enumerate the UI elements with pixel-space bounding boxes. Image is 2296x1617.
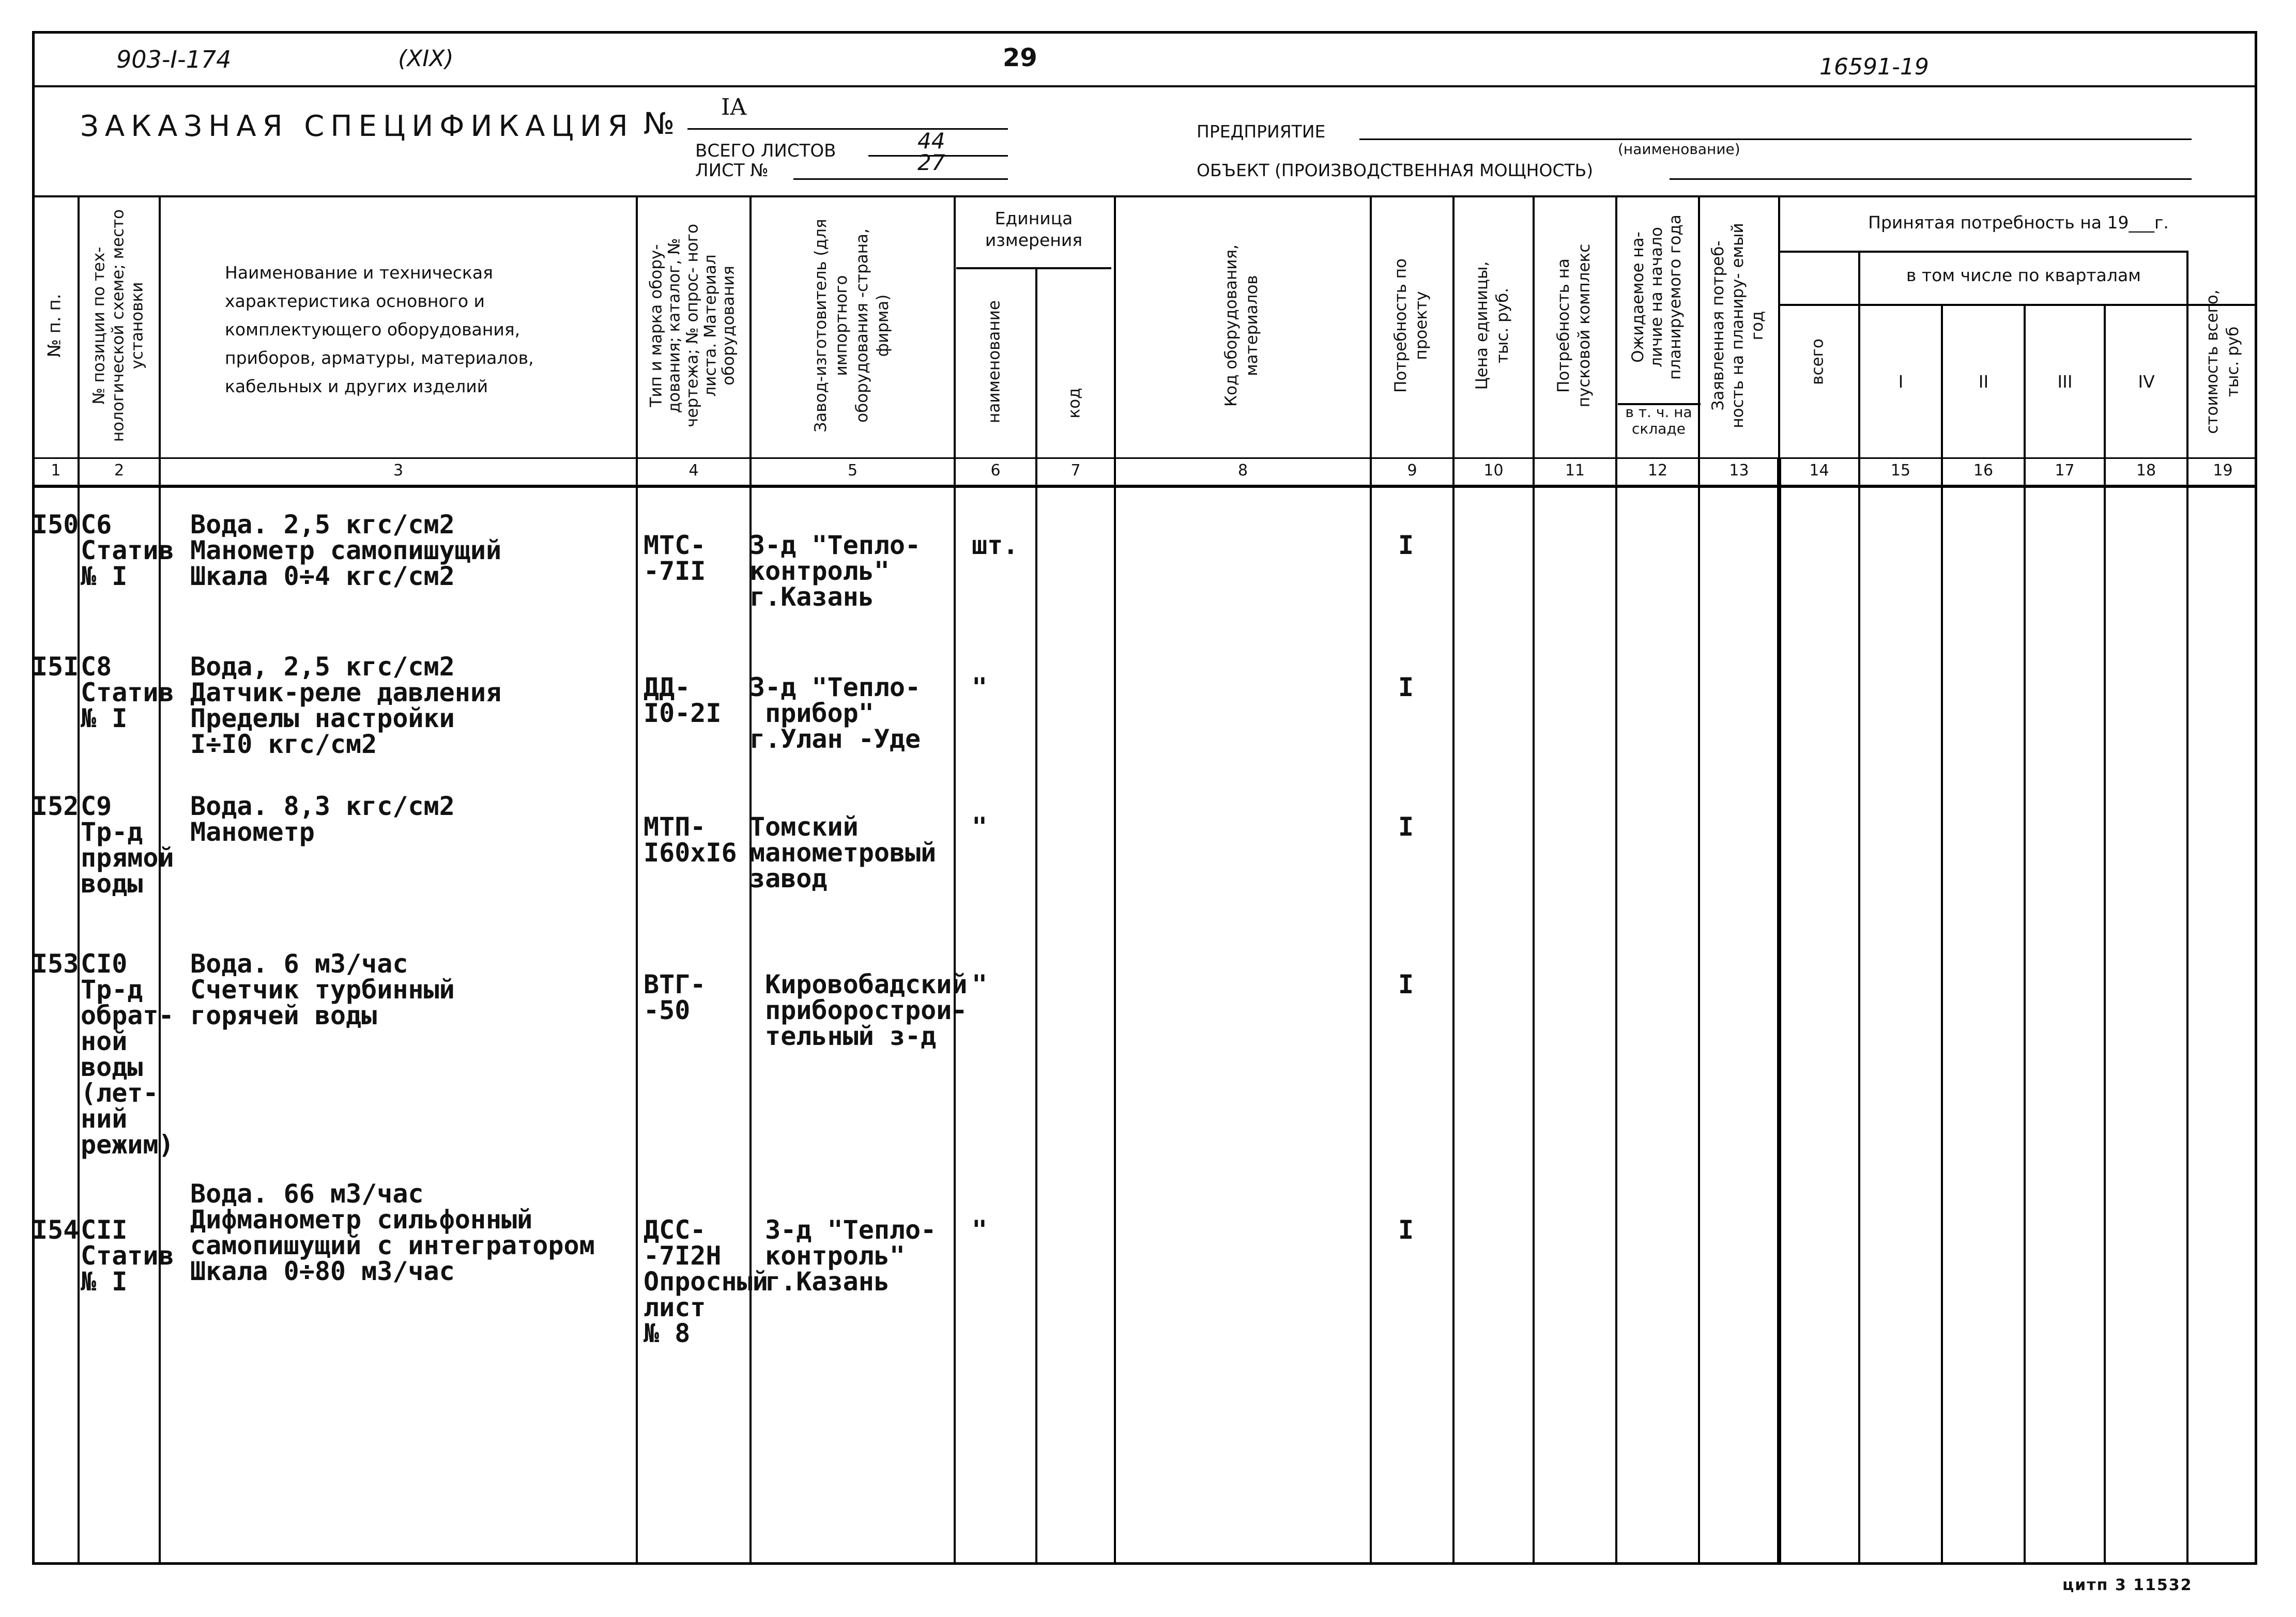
row-maker-line: З-д "Тепло- xyxy=(749,530,921,560)
row-qty xyxy=(1398,532,1414,558)
row-qty-line: I xyxy=(1398,812,1414,842)
colnum-18: 18 xyxy=(2136,461,2156,480)
row-pos-line: Тр-д xyxy=(81,817,143,847)
row-n xyxy=(32,1217,79,1243)
colnum-8: 8 xyxy=(1237,461,1248,480)
row-name xyxy=(190,793,455,845)
row-type-line: ДСС- xyxy=(644,1215,706,1245)
row-maker xyxy=(749,1217,936,1295)
sheet-label: ЛИСТ № xyxy=(695,160,769,181)
row-type-line: -7II xyxy=(644,556,706,586)
row-unit-line: " xyxy=(972,969,988,999)
row-qty xyxy=(1398,674,1414,700)
row-pos-line: (лет- xyxy=(81,1078,159,1108)
row-pos-line: № I xyxy=(81,561,128,591)
spec-number-value: IA xyxy=(721,94,747,120)
row-unit xyxy=(972,674,987,700)
row-pos xyxy=(81,512,174,589)
row-name-line: Шкала 0÷4 кгс/см2 xyxy=(190,561,455,591)
colnum-11: 11 xyxy=(1565,461,1585,480)
album-number: (XIX) xyxy=(398,45,454,72)
colnum-4: 4 xyxy=(688,461,699,480)
object-label: ОБЪЕКТ (ПРОИЗВОДСТВЕННАЯ МОЩНОСТЬ) xyxy=(1197,160,1594,180)
row-pos-line: обрат- xyxy=(81,1000,174,1030)
colnum-3: 3 xyxy=(393,461,404,480)
row-name-line: Манометр xyxy=(190,817,315,847)
row-type-line: МТС- xyxy=(644,530,706,560)
row-name xyxy=(190,654,501,757)
row-pos-line: Тр-д xyxy=(81,975,143,1005)
row-qty-line: I xyxy=(1398,672,1414,702)
row-type-line: -50 xyxy=(644,995,691,1025)
doc-code: 903-I-174 xyxy=(116,45,232,73)
colnum-12: 12 xyxy=(1647,461,1668,480)
row-pos xyxy=(81,1217,174,1295)
row-pos-line: воды xyxy=(81,1052,143,1082)
row-type-line: I0-2I xyxy=(644,698,722,728)
spec-number-label: № xyxy=(644,106,675,141)
row-type-line: ДД- xyxy=(644,672,691,702)
colnum-7: 7 xyxy=(1070,461,1081,480)
row-maker-line: прибор" xyxy=(749,698,874,728)
row-pos xyxy=(81,654,174,731)
header-col-4: Тип и марка обору- дования; каталог, № чертежа; № опрос- ного листа. Материал оборудования xyxy=(647,224,738,427)
row-name-line: Пределы настройки xyxy=(190,703,455,733)
header-col-11: Потребность на пусковой комплекс xyxy=(1554,243,1594,408)
header-accepted: Принятая потребность на 19___г. xyxy=(1868,212,2169,233)
row-n-line: I50 xyxy=(32,510,79,540)
header-col-18: IV xyxy=(2138,372,2155,392)
colnum-17: 17 xyxy=(2055,461,2075,480)
row-maker xyxy=(749,969,968,1051)
colnum-1: 1 xyxy=(51,461,61,480)
row-pos-line: C8 xyxy=(81,652,112,682)
row-maker-line: г.Казань xyxy=(749,1267,890,1297)
row-type-line: -7I2Н xyxy=(644,1241,722,1271)
header-col-9: Потребность по проекту xyxy=(1391,258,1431,393)
row-pos-line: прямой xyxy=(81,843,174,873)
header-col-5: Завод-изготовитель (для импортного оборудования -страна, фирма) xyxy=(812,219,892,433)
header-col-10: Цена единицы, тыс. руб. xyxy=(1473,261,1512,390)
row-unit xyxy=(972,1217,987,1243)
row-type-line: лист xyxy=(644,1292,706,1322)
row-qty xyxy=(1398,969,1414,999)
row-type-line: I60хI6 xyxy=(644,838,737,868)
row-name-line: самопишущий с интегратором xyxy=(190,1230,595,1260)
row-unit-line: шт. xyxy=(972,530,1019,560)
header-col-19: стоимость всего, тыс. руб xyxy=(2203,289,2242,434)
row-pos xyxy=(81,951,174,1158)
row-name xyxy=(190,1181,595,1284)
page-number: 29 xyxy=(1003,43,1037,72)
row-pos-line: режим) xyxy=(81,1130,174,1160)
header-col-12: Ожидаемое на- личие на начало планируемого года xyxy=(1629,214,1685,380)
row-pos-line: ной xyxy=(81,1026,128,1056)
row-maker-line: Кировобадский xyxy=(749,969,968,999)
row-unit xyxy=(972,814,987,840)
colnum-15: 15 xyxy=(1890,461,1911,480)
row-pos-line: C6 xyxy=(81,510,112,540)
row-unit-line: " xyxy=(972,672,988,702)
row-type-line: МТП- xyxy=(644,812,706,842)
header-col-1: № п. п. xyxy=(44,294,65,358)
header-unit-group: Единица измерения xyxy=(985,208,1083,250)
row-type xyxy=(644,814,737,866)
row-pos-line: Статив xyxy=(81,1241,174,1271)
row-n-line: I53 xyxy=(32,949,79,979)
row-unit-line: " xyxy=(972,1215,988,1245)
colnum-16: 16 xyxy=(1973,461,1994,480)
row-maker xyxy=(749,532,921,610)
row-name xyxy=(190,512,501,589)
sheet-value: 27 xyxy=(917,150,945,175)
colnum-9: 9 xyxy=(1407,461,1417,480)
colnum-13: 13 xyxy=(1729,461,1749,480)
row-qty-line: I xyxy=(1398,530,1414,560)
colnum-2: 2 xyxy=(114,461,125,480)
row-maker-line: контроль" xyxy=(749,556,890,586)
colnum-14: 14 xyxy=(1809,461,1829,480)
row-type xyxy=(644,969,706,1025)
row-name xyxy=(190,951,455,1028)
header-col-16: II xyxy=(1978,372,1989,392)
header-col-8: Код оборудования, материалов xyxy=(1222,244,1261,407)
total-sheets-value: 44 xyxy=(917,128,945,153)
row-name-line: Счетчик турбинный xyxy=(190,975,455,1005)
row-name-line: Вода. 66 м3/час xyxy=(190,1179,424,1209)
header-col-14: всего xyxy=(1808,338,1827,385)
row-name-line: горячей воды xyxy=(190,1000,377,1030)
row-n-line: I5I xyxy=(32,652,79,682)
row-n xyxy=(32,510,79,540)
row-maker xyxy=(749,674,921,752)
enterprise-label: ПРЕДПРИЯТИЕ xyxy=(1197,121,1326,142)
row-name-line: Вода, 2,5 кгс/см2 xyxy=(190,652,455,682)
row-type xyxy=(644,532,706,584)
row-maker-line: г.Казань xyxy=(749,582,874,612)
row-name-line: Манометр самопишущий xyxy=(190,535,502,565)
spec-heading: ЗАКАЗНАЯ СПЕЦИФИКАЦИЯ xyxy=(80,110,634,143)
row-name-line: Вода. 8,3 кгс/см2 xyxy=(190,791,455,821)
header-col-15: I xyxy=(1898,372,1904,392)
row-unit-line: " xyxy=(972,812,988,842)
row-maker-line: приборострои- xyxy=(749,995,968,1025)
row-pos-line: № I xyxy=(81,703,128,733)
row-name-line: I÷I0 кгс/см2 xyxy=(190,729,377,759)
row-maker-line: завод xyxy=(749,864,828,894)
header-col-3: Наименование и техническая характеристика основного и комплектующего оборудования, приборов, арматуры, материалов, кабельных и других изделий xyxy=(225,263,534,396)
row-qty-line: I xyxy=(1398,1215,1414,1245)
row-maker-line: контроль" xyxy=(749,1241,906,1271)
row-maker-line: Томский xyxy=(749,812,859,842)
row-name-line: Датчик-реле давления xyxy=(190,677,502,707)
header-col-6: наименование xyxy=(985,300,1004,423)
row-maker-line: манометровый xyxy=(749,838,937,868)
colnum-19: 19 xyxy=(2213,461,2233,480)
row-qty xyxy=(1398,1217,1414,1243)
row-unit xyxy=(972,532,1018,558)
row-pos-line: воды xyxy=(81,869,143,899)
header-col-13: Заявленная потреб- ность на планиру- емый год xyxy=(1709,223,1767,428)
row-maker-line: З-д "Тепло- xyxy=(749,672,921,702)
colnum-6: 6 xyxy=(990,461,1001,480)
row-type-line: ВТГ- xyxy=(644,969,706,999)
row-pos-line: Статив xyxy=(81,677,174,707)
colnum-10: 10 xyxy=(1483,461,1504,480)
footer-stamp: цитп 3 11532 xyxy=(2062,1576,2193,1594)
row-pos-line: Статив xyxy=(81,535,174,565)
row-pos xyxy=(81,793,174,897)
row-qty-line: I xyxy=(1398,969,1414,999)
row-n xyxy=(32,654,79,680)
row-type xyxy=(644,674,722,726)
header-col-17: III xyxy=(2057,372,2073,392)
row-maker xyxy=(749,812,937,894)
row-pos-line: CI0 xyxy=(81,949,128,979)
row-name-line: Вода. 6 м3/час xyxy=(190,949,408,979)
row-qty xyxy=(1398,814,1414,840)
row-maker-line: З-д "Тепло- xyxy=(749,1215,937,1245)
header-col-12-warehouse: в т. ч. на складе xyxy=(1625,404,1692,437)
row-n xyxy=(32,951,79,977)
row-name-line: Вода. 2,5 кгс/см2 xyxy=(190,510,455,540)
row-pos-line: C9 xyxy=(81,791,112,821)
row-type-line: Опросный xyxy=(644,1267,768,1297)
row-maker-line: тельный з-д xyxy=(749,1021,937,1051)
total-sheets-label: ВСЕГО ЛИСТОВ xyxy=(695,141,836,161)
header-col-7: код xyxy=(1065,388,1084,419)
colnum-5: 5 xyxy=(847,461,858,480)
row-n-line: I54 xyxy=(32,1215,79,1245)
row-pos-line: № I xyxy=(81,1267,128,1297)
header-quarters: в том числе по кварталам xyxy=(1906,265,2141,285)
row-unit xyxy=(972,969,988,999)
row-n-line: I52 xyxy=(32,791,79,821)
row-n xyxy=(32,793,79,819)
naming-note: (наименование) xyxy=(1618,141,1740,158)
inventory-number: 16591-19 xyxy=(1819,54,1929,80)
row-pos-line: CII xyxy=(81,1215,128,1245)
row-maker-line: г.Улан -Уде xyxy=(749,724,921,754)
row-pos-line: ний xyxy=(81,1104,128,1134)
header-col-2: № позиции по тех- нологической схеме; место установки xyxy=(89,209,147,442)
row-name-line: Шкала 0÷80 м3/час xyxy=(190,1256,455,1286)
row-name-line: Дифманометр сильфонный xyxy=(190,1205,533,1235)
row-type-line: № 8 xyxy=(644,1318,691,1348)
